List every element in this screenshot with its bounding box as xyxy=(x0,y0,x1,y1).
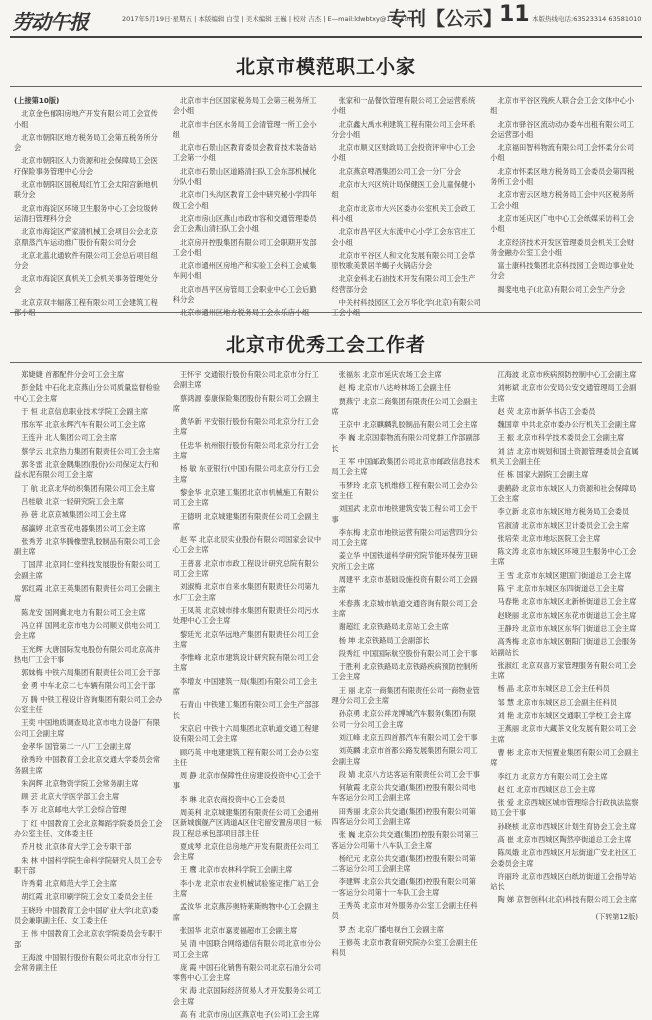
list-item: 李立新 北京市东城区地方税务局工会委员 xyxy=(497,507,630,517)
list-item: 刘国武 北京市地铁建筑安装工程公司工会干事 xyxy=(331,504,478,524)
list-item: 孟汝华 北京燕莎奥特莱斯购物中心工会副主席 xyxy=(172,902,319,922)
list-item: 罗 杰 北京广播电视台工会副主席 xyxy=(338,924,444,934)
list-item: 许秀菊 北京师范大学工会主席 xyxy=(21,879,117,889)
list-item: 揭斐电电子(北京)有限公司工会生产分会 xyxy=(497,284,626,294)
list-item: 魏国章 中共北京市委办公厅机关工会副主席 xyxy=(497,420,637,430)
list-item: 万 腾 中铁工程设计咨询集团有限公司工会办公室主任 xyxy=(14,694,163,715)
section-a-rule xyxy=(10,86,642,87)
continued-note: (下转第12版) xyxy=(595,913,638,921)
list-item: 赵 红 北京市西城区总工会主席 xyxy=(497,784,596,794)
list-item: 北京金色郁阳房地产开发有限公司工会宣传小组 xyxy=(14,109,158,129)
list-item: 裴鹤龄 北京市东城区人力资源和社会保障局工会主席 xyxy=(490,483,637,503)
list-item: 张 爱 北京西城区城市管理综合行政执法监察局工会干事 xyxy=(490,798,639,818)
page-header xyxy=(0,0,652,46)
list-item: 陈 宇 北京市东城区东四街道总工会主席 xyxy=(497,584,625,594)
list-item: 王海波 中国银行股份有限公司北京市分行工会常务副主任 xyxy=(14,952,161,973)
list-item: 刘 艳 北京市东城区交通职工学校工会主席 xyxy=(497,711,632,721)
list-item: 于胜利 北京铁路局北京铁路疾病预防控制所工会主席 xyxy=(331,662,478,682)
list-item: 黎金华 北京建工集团北京市机械施工有限公司工会主席 xyxy=(172,487,319,508)
list-item: 邢东军 北京永辉汽车有限公司工会主席 xyxy=(21,420,146,430)
list-item: 郭冬雷 北京金隅集团(股份)公司保定太行和益水泥有限公司工会主席 xyxy=(14,460,159,480)
list-item: 黎廷光 北京华远地产集团有限责任公司工会主席 xyxy=(172,629,319,649)
list-item: 江海波 北京市疾病预防控制中心工会副主席 xyxy=(497,370,637,379)
list-item: 王光辉 大唐国际发电股份有限公司北京高井热电厂工会干事 xyxy=(14,644,161,664)
section-b-title: 北京市优秀工会工作者 xyxy=(225,334,426,356)
list-item: 北京市通州区地方税务局工会永乐店小组 xyxy=(179,308,310,318)
list-item: 郭红霞 北京王英集团有限责任公司工会副主席 xyxy=(14,584,161,604)
list-item: 张淑红 北京双喜万家管理服务有限公司工会主席 xyxy=(490,660,637,681)
list-item: 李 琳 北京农商投资中心工会委员 xyxy=(179,794,286,804)
list-item: 北京市昌平区大东流中心小学工会东官庄工会小组 xyxy=(331,227,476,247)
newspaper-logo: 劳动午报 xyxy=(12,10,88,34)
list-item: 北京金科北石油技术开发有限公司工会生产经营部分会 xyxy=(331,274,476,294)
list-item: 赵晓丽 北京市东城区东花市街道总工会主席 xyxy=(497,610,637,620)
list-item: 王德明 北京城建集团有限责任公司工会副主席 xyxy=(172,511,319,531)
list-item: 杨 敏 东亚银行(中国)有限公司北京分行工会主席 xyxy=(172,464,320,484)
list-item: 李 巍 北京国泰物流有限公司党群工作部副部长 xyxy=(331,433,480,453)
hotline: 本版热线电话:63523314 63581010 xyxy=(532,15,642,23)
list-item: 乔月枝 北京体育大学工会专职干部 xyxy=(21,842,132,852)
list-item: 顾 芸 北京大学医学部工会主席 xyxy=(21,792,120,802)
list-item: 北京市海淀区真机关工会机关事务管理处分会 xyxy=(14,274,158,294)
list-item: 李东梅 北京市地铁运营有限公司运营四分公司工会主席 xyxy=(331,527,478,548)
list-item: 胡红霞 北京印刷学院工会女工委员会主任 xyxy=(21,892,153,902)
section-b-rule xyxy=(10,362,642,363)
list-item: 北京市怀柔区地方税务局工会委员会第四税务所工会小组 xyxy=(490,166,635,187)
section-title: 专刊【公示】 xyxy=(388,8,503,30)
list-item: 北京京双丰辐落工程有限公司工会建筑工程部小组 xyxy=(14,298,158,318)
list-item: 彭金陆 中石化北京燕山分公司质量监督检验中心工会主席 xyxy=(14,383,161,403)
list-item: 王修英 北京市教育研究院办公室工会副主任科员 xyxy=(331,937,478,958)
list-item: 任忠华 杭州银行股份有限公司北京分行工会主席 xyxy=(172,440,319,461)
list-item: 高秀梅 北京市东城区朝阳门街道总工会服务站副站长 xyxy=(490,637,637,657)
list-item: 孙 蓓 北京京城集团公司工会主席 xyxy=(21,510,127,520)
list-item: 陈凤娥 北京市西城区月坛街道广安北社区工会委员会主席 xyxy=(490,848,637,868)
list-item: 许丽玲 北京市西城区白纸坊街道工会指导站站长 xyxy=(490,871,637,892)
list-item: 朱 林 中国科学院生命科学院研究人员工会专职干部 xyxy=(14,855,163,875)
list-item: 米春燕 北京城市轨道交通咨询有限公司工会主席 xyxy=(331,598,478,618)
list-item: 刘英麟 北京市首都公路发展集团有限公司工会副主席 xyxy=(331,746,478,766)
list-item: 王 雪 北京市东城区建国门街道总工会主席 xyxy=(497,570,632,580)
list-item: 李惟峰 北京市建筑设计研究院有限公司工会主席 xyxy=(172,653,319,673)
list-item: 周建平 北京市基础设施投资有限公司工会副主席 xyxy=(331,575,478,595)
list-item: 丁 航 北京北华纺织集团有限公司工会主席 xyxy=(21,483,156,493)
section-b-col-3 xyxy=(331,370,482,958)
section-a-columns xyxy=(14,96,640,318)
list-item: 王 军 中国邮政集团公司北京市邮政信息技术局工会主席 xyxy=(331,457,480,477)
list-item: 杨纪元 北京公共交通(集团)控股有限公司第二客运分公司工会副主席 xyxy=(331,853,476,874)
list-item: 张培荣 北京市地坛医院工会主席 xyxy=(497,533,601,543)
list-item: 刘淑梅 北京市自来水集团有限责任公司第九水厂工会主席 xyxy=(172,582,319,602)
list-item: 王凤英 北京城市排水集团有限责任公司污水处理中心工会主席 xyxy=(172,605,319,626)
list-item: 高 崔 北京市西城区陶然亭街道总工会主席 xyxy=(497,834,632,844)
list-item: 夏成琴 北京住总房地产开发有限责任公司工会主席 xyxy=(172,841,319,862)
list-item: 冯立祥 国网北京市电力公司顺义供电公司工会主席 xyxy=(14,620,161,641)
list-item: 北京房开控股集团有限公司工会职期开发部工会小组 xyxy=(172,237,317,257)
list-item: 北京市密云区地方税务局工会中兴区税务所工会小组 xyxy=(490,190,635,210)
list-item: 王静玲 北京市东城区东华门街道总工会主席 xyxy=(497,623,637,633)
list-item: 北京燕京啤酒集团公司工会一分厂分会 xyxy=(338,166,461,176)
list-item: 宋京启 中铁十六局集团北京轨道交通工程建设有限公司工会主席 xyxy=(172,723,319,744)
list-item: 张国华 北京市嘉麦福超市工会副主席 xyxy=(179,925,298,935)
list-item: 蔡学云 北京热力集团有限责任公司工会主席 xyxy=(21,446,161,456)
list-item: 李增友 中国建筑一局(集团)有限公司工会主席 xyxy=(172,676,318,697)
list-item: 张福东 北京市延庆农场工会主席 xyxy=(338,370,442,379)
list-item: 北京福田智科物流有限公司工会怀柔分公司小组 xyxy=(490,143,635,163)
list-item: 郝瀛婷 北京雪花电器集团公司工会主席 xyxy=(21,523,146,533)
list-item: 蔡鸿源 泰康保险集团股份有限公司工会副主席 xyxy=(172,393,319,413)
list-item: 黄华新 平安银行股份有限公司北京分行工会主席 xyxy=(172,417,319,437)
section-a-col-2 xyxy=(172,96,323,318)
list-item: 韦梦玲 北京飞机维修工程有限公司工会办公室主任 xyxy=(331,480,478,500)
list-item: 北京市海淀区环境卫生服务中心工会垃圾转运清扫管理科分会 xyxy=(14,203,158,223)
list-item: 王燕丽 北京市大藏茶文化发展有限公司工会主席 xyxy=(490,724,637,744)
list-item: 王普喜 北京市市政工程设计研究总院有限公司工会主席 xyxy=(172,558,319,579)
list-item: 北京市丰台区水务局工会清管理一所工会小组 xyxy=(172,119,317,139)
list-item: 曹 彬 北京市天恒置业集团有限公司工会副主席 xyxy=(490,747,639,768)
list-item: 李小龙 北京市农业机械试验鉴定推广站工会主席 xyxy=(172,878,319,899)
list-item: 邹 慧 北京市东城区总工会副主任科员 xyxy=(497,697,618,707)
list-item: 孙京勇 北京公祥龙博城汽车服务(集团)有限公司一分公司工会主席 xyxy=(331,709,476,729)
list-item: 王怀宇 交通银行股份有限公司北京市分行工会副主席 xyxy=(172,370,319,390)
list-item: 刘 洁 北京市规划和国土资源管理委员会直属机关工会副主任 xyxy=(490,446,639,467)
list-item: 北京市石景山区教育委员会教育技术装备站工会第一小组 xyxy=(172,143,317,163)
list-item: 周 静 北京市保障性住房建设投资中心工会干事 xyxy=(172,771,322,791)
section-a-col-3 xyxy=(331,96,482,318)
list-item: 谢超红 北京铁路局北京站工会主席 xyxy=(338,622,449,632)
list-item: 马春艳 北京市东城区北新桥街道总工会主席 xyxy=(497,597,637,607)
list-item: 吴 清 中国联合网络通信有限公司北京市分公司工会主席 xyxy=(172,939,322,959)
list-item: 王连升 北人集团公司工会主席 xyxy=(21,433,117,443)
section-a-col-4 xyxy=(490,96,640,301)
list-item: 李红力 北京方方有限公司工会主席 xyxy=(497,771,608,781)
list-item: 金孝华 国管第二一八厂工会副主席 xyxy=(21,741,132,751)
list-item: 王 振 北京市科学技术委员会工会副主席 xyxy=(497,433,625,443)
list-item: 王晓玲 中国教育工会中国矿业大学(北京)委员会兼职副主任、女工委主任 xyxy=(14,905,159,926)
section-b-col-2 xyxy=(172,370,323,1020)
list-item: 北京市门头沟区教育工会中研究秘小学四年级工会小组 xyxy=(172,190,317,210)
list-item: 田秀丽 北京公共交通(集团)控股有限公司第四客运分公司工会副主席 xyxy=(331,806,476,826)
list-item: 宋 海 北京国际经济贸易人才开发服务公司工会主席 xyxy=(172,986,322,1006)
list-item: 陶 娣 京智创科(北京)科技有限公司工会主席 xyxy=(497,895,637,905)
list-item: 王 鹰 北京市农林科学院工会副主席 xyxy=(179,865,293,875)
list-item: 姜立华 中国铁道科学研究院节能环保劳卫研究所工会主席 xyxy=(331,551,478,571)
list-item: 北京市通州区房地产和实验工会科工会咸集车间小组 xyxy=(172,261,317,281)
list-item: 王秀英 北京市对外服务办公室工会副主任科员 xyxy=(331,901,478,921)
list-item: 张 巍 北京公共交通(集团)控股有限公司第三客运分公司第十八车队工会主席 xyxy=(331,830,479,850)
list-item: 北京市房山区燕山市政市容和交通管理委员会工会燕山清扫队工会小组 xyxy=(172,213,317,234)
list-item: 王奕 中国地质调查局北京市电力设备厂有限公司工会副主席 xyxy=(14,718,161,738)
list-item: 北京市顺义区财政局工会投资评审中心工会小组 xyxy=(331,143,476,163)
list-item: 李建辉 北京公共交通(集团)控股有限公司第一客运分公司第十一车队工会主席 xyxy=(331,877,476,897)
list-item: 高 有 北京市房山区燕京电子(公司)工会主席 xyxy=(179,1010,320,1020)
list-item: 庞 霞 中国石化销售有限公司北京石油分公司零售中心工会主席 xyxy=(172,962,322,983)
list-item: 张家和一品餐饮管理有限公司工会运营系统小组 xyxy=(331,96,476,116)
list-item: 北京经济技术开发区管理委员会机关工会财务金融办公室工会小组 xyxy=(490,237,635,257)
list-item: 北京市朝阳区地方税务局工会第五税务所分会 xyxy=(14,132,158,153)
list-item: 北京鑫大禹水利建筑工程有限公司工会环系分会小组 xyxy=(331,119,476,139)
list-item: 任 栋 国家大剧院工会副主席 xyxy=(497,470,589,480)
list-item: 周美利 北京城建集团有限责任公司工会通州区新城旗舰产区鸿道A区住宅留安置房项目一标段工程总承包部项目部主任 xyxy=(172,807,322,838)
list-item: 徐秀玲 中国教育工会北京交通大学委员会常务副主席 xyxy=(14,755,161,775)
list-item: 于 恒 北京信息职业技术学院工会副主席 xyxy=(21,406,148,416)
list-item: 贾燕宁 北京二商集团有限责任公司工会副主席 xyxy=(331,396,478,416)
section-b-col-4 xyxy=(490,370,640,908)
list-item: 孙晓桢 北京市西城区计划生育协会工会主席 xyxy=(497,821,637,831)
list-item: 陈龙安 国网冀北电力有限公司工会主席 xyxy=(21,607,146,617)
list-item: 北京市朝阳区国税局红竹工会太阳宫新地机联分会 xyxy=(14,180,158,200)
list-item: 杨 晶 北京市东城区总工会主任科员 xyxy=(497,684,610,694)
list-item: 王京中 北京麒麟乳胶制品有限公司工会主席 xyxy=(338,420,478,430)
section-a-col-1 xyxy=(14,96,164,318)
list-item: 官淑清 北京市东城区卫计委员会工会主席 xyxy=(497,520,630,530)
header-rule xyxy=(10,36,642,38)
list-item: 北京市昌平区房管局工会职业中心工会后勤科分会 xyxy=(172,284,317,305)
list-item: 金 勇 中车北京二七车辆有限公司工会干部 xyxy=(21,681,156,691)
list-item: 顾巧英 中电建建筑工程有限公司工会办公室主任 xyxy=(172,747,319,767)
list-item: 北京市北京市大兴区委办公室机关工会政工科小组 xyxy=(331,203,476,223)
list-item: 北京市大兴区统计局保健医工会儿童保健小组 xyxy=(331,180,476,200)
list-item: 北京市驿谷区流动动办委车出租有限公司工会运营部小组 xyxy=(490,119,635,139)
list-item: 郑婕婕 首都配件分会可工会主席 xyxy=(21,370,125,379)
list-item: 富士康科技集团北京科技园工会周边事业处分会 xyxy=(490,261,635,281)
list-item: 北京市平谷区人和文化发展有限公司工会草原牧歌美景居羊蝎子火锅店分会 xyxy=(331,250,476,271)
list-item: 赵 军 北京北辰实业股份有限公司国家会议中心工会主席 xyxy=(172,535,322,555)
list-item: 中关村科技园区工会万华化学(北京)有限公司工会小组 xyxy=(331,298,481,318)
list-item: 北京市丰台区国家税务局工会第三税务所工会小组 xyxy=(172,96,317,116)
section-divider xyxy=(10,312,642,313)
list-item: 北京市延庆区广电中心工会纸媒采访科工会小组 xyxy=(490,213,635,234)
list-item: 石青山 中铁建工集团有限公司工会生产部部长 xyxy=(172,700,319,720)
list-item: 杨 坤 北京铁路局工会副部长 xyxy=(338,635,430,645)
issue-meta: 2017年5月19日·星期五 | 本版编辑 白莹 | 美术编辑 王巍 | 校对 吉杰 | E—mail:ldwbtxy@126.com xyxy=(122,15,415,23)
list-item: (上接第10版) xyxy=(14,96,60,105)
list-item: 朱润辉 北京物资学院工会常务副主席 xyxy=(21,778,139,788)
list-item: 吕桂敏 北京一轻研究院工会主席 xyxy=(21,496,125,506)
list-item: 段 婧 北京八方达客运有限责任公司工会干事 xyxy=(338,769,480,779)
list-item: 刘彬斌 北京市公安局公安交通管理局工会副主席 xyxy=(490,383,637,403)
list-item: 北京北蓝北通软件有限公司工会总后项目组分会 xyxy=(14,250,158,271)
list-item: 何敏霞 北京公共交通(集团)控股有限公司电车客运分公司工会副主席 xyxy=(331,783,476,803)
page-number: 11 xyxy=(499,2,530,27)
list-item: 赵 荧 北京市新华书店工会委员 xyxy=(497,406,596,416)
list-item: 王 丽 北京一商集团有限责任公司一商物业管理分公司工会主席 xyxy=(331,685,480,706)
list-item: 张秀芳 北京华腾橡塑乳胶制品有限公司工会副主席 xyxy=(14,536,161,557)
list-item: 段秀红 中国国际航空股份有限公司工会干事 xyxy=(338,648,478,658)
list-item: 陈文涛 北京市东城区环境卫生服务中心工会主席 xyxy=(490,547,637,567)
list-item: 北京市平谷区残疾人联合会工会文体中心小组 xyxy=(490,96,635,116)
list-item: 赵 梅 北京市八达岭林场工会副主任 xyxy=(338,383,452,393)
list-item: 丁国萍 北京同仁堂科技发展股份有限公司工会副主席 xyxy=(14,560,161,580)
list-item: 北京市海淀区严家清机械工会项目公会北京京鼎蒸汽车运动推广股份有限公司分会 xyxy=(14,227,158,247)
list-item: 郭妹梅 中铁六局集团有限责任公司工会干部 xyxy=(21,668,161,678)
list-item: 李 万 北京邮电大学工会综合管理 xyxy=(21,805,127,815)
list-item: 刘江峰 北京五四首都汽车有限公司工会干事 xyxy=(338,732,478,742)
list-item: 王 伟 中国教育工会北京农学院委员会专职干部 xyxy=(14,929,163,949)
list-item: 北京市朝阳区人力资源和社会保障局工会医疗保险事务管理中心分会 xyxy=(14,156,158,176)
list-item: 北京市石景山区道路清扫队工会东部机械化分队小组 xyxy=(172,166,317,187)
list-item: 丁 红 中国教育工会北京舞蹈学院委员会工会办公室主任、文体委主任 xyxy=(14,818,163,838)
section-b-col-1 xyxy=(14,370,164,973)
section-a-title: 北京市模范职工小家 xyxy=(235,56,416,78)
